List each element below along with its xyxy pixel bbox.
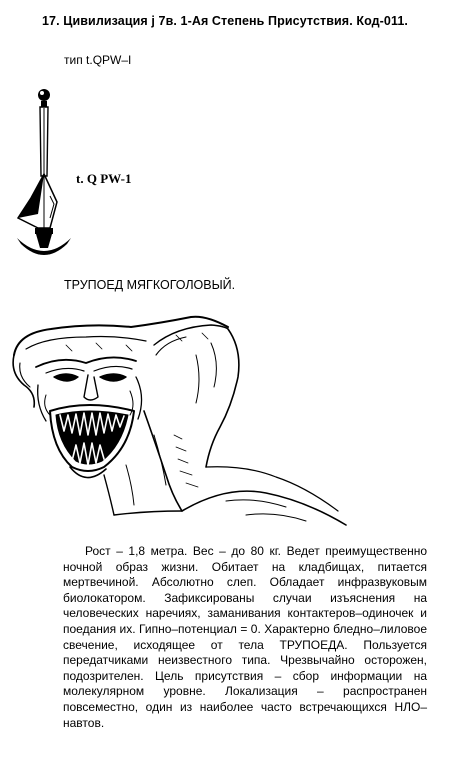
page-title: 17. Цивилизация j 7в. 1-Ая Степень Присутствия. Код-011. bbox=[42, 14, 408, 28]
emblem-label: t. Q PW-1 bbox=[76, 171, 132, 186]
species-description: Рост – 1,8 метра. Вес – до 80 кг. Ведет преимущественно ночной образ жизни. Обитает на кладбищах, питается мертвечиной. Абсолютно слеп. Обладает инфразвуковым биолокатором. Зафиксированы случаи изъяснения на человеческих наречиях, заманивания контактеров–одиночек и поедания их. Гипно–потенциал = 0. Характерно бледно–лиловое свечение, исходящее от тела ТРУПОЕДА. Пользуется передатчиками неизвестного типа. Чрезвычайно осторожен, подозрителен. Цель присутствия – сбор информации на молекулярном уровне. Локализация – распространен повсеместно, один из наиболее часто встречающихся НЛО–навтов. bbox=[63, 544, 427, 730]
creature-illustration bbox=[6, 315, 351, 535]
type-code: тип t.QPW–I bbox=[64, 53, 132, 67]
species-name: ТРУПОЕД МЯГКОГОЛОВЫЙ. bbox=[64, 278, 236, 292]
civilization-emblem bbox=[14, 86, 74, 266]
